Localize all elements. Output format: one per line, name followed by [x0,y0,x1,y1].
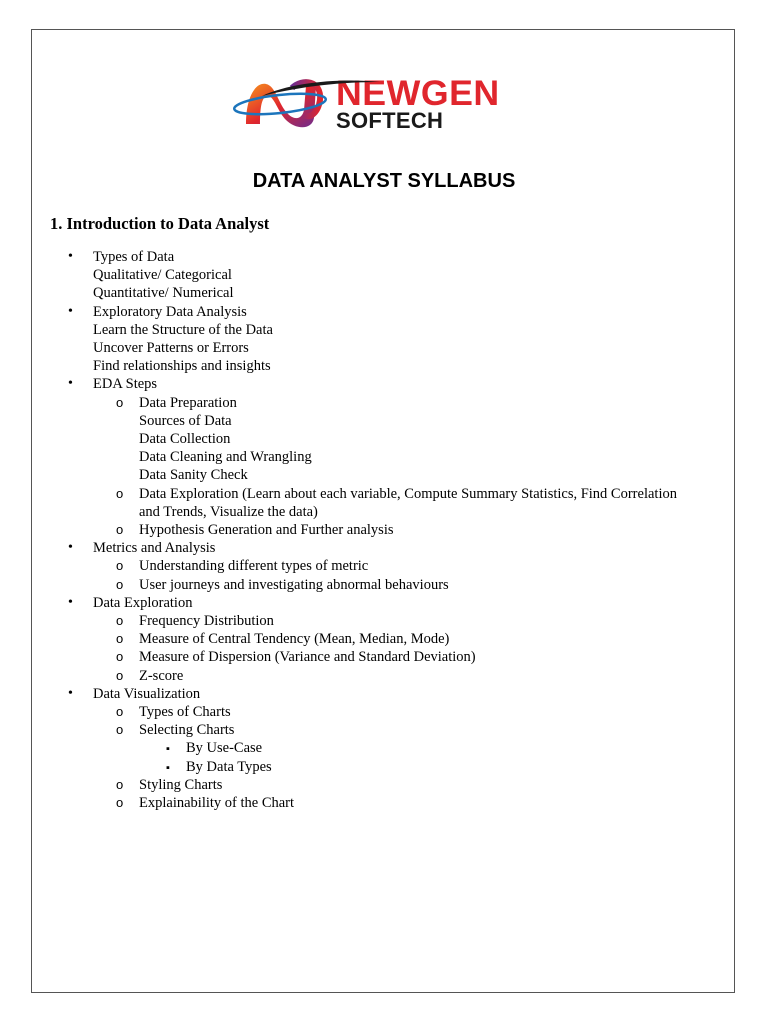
outline-item: Measure of Central Tendency (Mean, Median, Mode) [139,631,450,647]
outline-item: By Data Types [186,759,272,775]
bullet-level-3: ▪ [166,743,170,755]
outline-subline: Data Cleaning and Wrangling [139,449,312,465]
bullet-level-2: o [116,577,124,592]
bullet-level-3: ▪ [166,762,170,774]
bullet-level-2: o [116,631,124,646]
bullet-level-2: o [116,722,124,737]
bullet-level-1: • [68,376,73,391]
outline-subline: Data Sanity Check [139,467,248,483]
bullet-level-2: o [116,558,124,573]
outline-item: User journeys and investigating abnormal behaviours [139,577,449,593]
bullet-level-2: o [116,486,124,501]
outline-subline: and Trends, Visualize the data) [139,504,318,520]
outline-subline: Uncover Patterns or Errors [93,340,249,356]
bullet-level-2: o [116,395,124,410]
outline-item: Selecting Charts [139,722,235,738]
bullet-level-2: o [116,522,124,537]
outline-subline: Sources of Data [139,413,232,429]
bullet-level-1: • [68,540,73,555]
bullet-level-2: o [116,649,124,664]
bullet-level-1: • [68,249,73,264]
bullet-level-1: • [68,595,73,610]
section-heading: 1. Introduction to Data Analyst [50,214,270,233]
outline-item: Exploratory Data Analysis [93,304,247,320]
bullet-level-2: o [116,795,124,810]
outline-item: Z-score [139,668,184,684]
outline-subline: Data Collection [139,431,231,447]
outline-item: Metrics and Analysis [93,540,216,556]
outline-subline: Quantitative/ Numerical [93,285,234,301]
outline-item: Data Exploration (Learn about each variable, Compute Summary Statistics, Find Correlation [139,486,677,502]
outline-item: Understanding different types of metric [139,558,369,574]
outline-item: Data Preparation [139,395,237,411]
bullet-level-2: o [116,777,124,792]
brand-name: NEWGEN [336,74,500,113]
outline-item: Types of Data [93,249,175,265]
bullet-level-1: • [68,304,73,319]
document-title: DATA ANALYST SYLLABUS [252,170,516,192]
outline-item: Types of Charts [139,704,231,720]
bullet-level-1: • [68,686,73,701]
outline-item: Data Exploration [93,595,193,611]
outline-item: Styling Charts [139,777,223,793]
outline-item: EDA Steps [93,376,158,392]
outline-item: Data Visualization [93,686,201,702]
bullet-level-2: o [116,704,124,719]
outline-subline: Learn the Structure of the Data [93,322,273,338]
outline-item: By Use-Case [186,740,263,756]
outline-item: Hypothesis Generation and Further analysis [139,522,394,538]
bullet-level-2: o [116,613,124,628]
outline-subline: Qualitative/ Categorical [93,267,232,283]
bullet-level-2: o [116,668,124,683]
outline-item: Measure of Dispersion (Variance and Standard Deviation) [139,649,476,665]
company-logo [232,74,522,154]
outline-item: Frequency Distribution [139,613,274,629]
logo-swoosh-icon [232,74,382,98]
outline-item: Explainability of the Chart [139,795,295,811]
outline-subline: Find relationships and insights [93,358,271,374]
brand-subname: SOFTECH [336,108,444,133]
